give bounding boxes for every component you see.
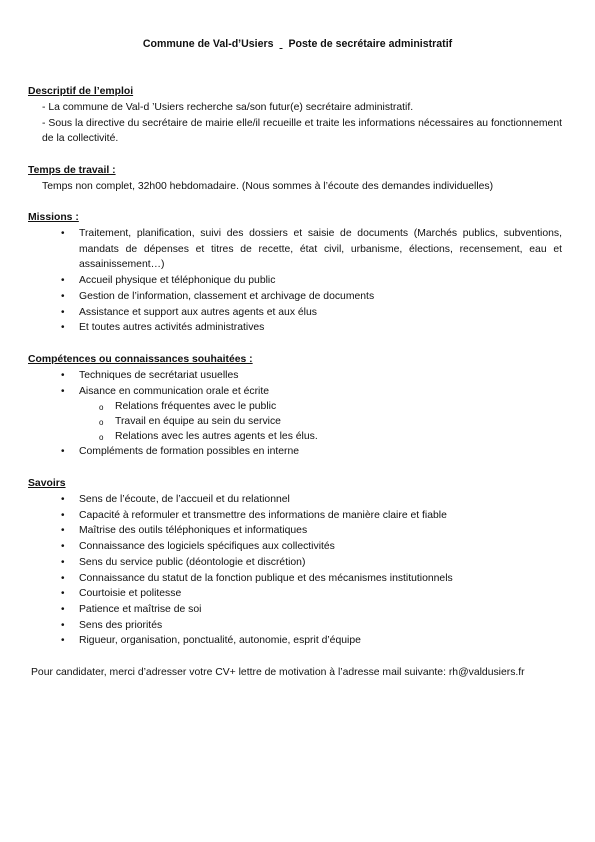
sub-list-item: o Relations fréquentes avec le public [28, 399, 562, 414]
competences-list [28, 368, 562, 399]
list-item: • Aisance en communication orale et écrite [28, 384, 562, 400]
competences-sublist [28, 399, 562, 444]
section-descriptif [28, 84, 562, 147]
missions-list [28, 226, 562, 336]
application-instructions: Pour candidater, merci d’adresser votre CV+ lettre de motivation à l’adresse mail suivante: rh@valdusiers.fr [31, 667, 525, 678]
sub-list-item: o Travail en équipe au sein du service [28, 414, 562, 429]
list-item: • Accueil physique et téléphonique du public [28, 273, 562, 289]
list-item: • Techniques de secrétariat usuelles [28, 368, 562, 384]
section-temps [28, 163, 562, 195]
sub-list-item: o Relations avec les autres agents et les élus. [28, 429, 562, 444]
heading-savoirs: Savoirs [28, 478, 66, 489]
section-missions [28, 210, 562, 336]
document-title [0, 38, 595, 50]
list-item: • Rigueur, organisation, ponctualité, autonomie, esprit d’équipe [28, 633, 562, 649]
list-item: • Maîtrise des outils téléphoniques et informatiques [28, 523, 562, 539]
list-item: • Connaissance du statut de la fonction publique et des mécanismes institutionnels [28, 571, 562, 587]
section-competences [28, 352, 562, 460]
list-item: • Connaissance des logiciels spécifiques aux collectivités [28, 539, 562, 555]
descriptif-item: - Sous la directive du secrétaire de mairie elle/il recueille et traite les informations nécessaires au fonctionnement de la collectivité. [42, 117, 562, 144]
list-item: • Sens des priorités [28, 618, 562, 634]
list-item: • Compléments de formation possibles en interne [28, 444, 562, 460]
list-item: • Sens du service public (déontologie et discrétion) [28, 555, 562, 571]
list-item: • Et toutes autres activités administratives [28, 320, 562, 336]
heading-temps: Temps de travail : [28, 165, 116, 176]
list-item: • Courtoisie et politesse [28, 586, 562, 602]
temps-text: Temps non complet, 32h00 hebdomadaire. (Nous sommes à l’écoute des demandes individuelles) [42, 181, 494, 192]
heading-descriptif: Descriptif de l’emploi [28, 86, 134, 97]
heading-missions: Missions : [28, 212, 79, 223]
list-item: • Sens de l’écoute, de l’accueil et du relationnel [28, 492, 562, 508]
title-poste: Poste de secrétaire administratif [288, 38, 453, 50]
list-item: • Patience et maîtrise de soi [28, 602, 562, 618]
list-item: • Traitement, planification, suivi des dossiers et saisie de documents (Marchés publics, subventions, mandats de dépenses et titres de recette, état civil, urbanisme, élections, recensement, eau et assainissement…) [28, 226, 562, 273]
heading-competences: Compétences ou connaissances souhaitées : [28, 354, 253, 365]
section-savoirs [28, 476, 562, 649]
descriptif-item: - La commune de Val-d ’Usiers recherche sa/son futur(e) secrétaire administratif. [42, 102, 414, 113]
competences-list-continued [28, 444, 562, 460]
list-item: • Assistance et support aux autres agents et aux élus [28, 305, 562, 321]
list-item: • Capacité à reformuler et transmettre des informations de manière claire et fiable [28, 508, 562, 524]
title-commune: Commune de Val-d’Usiers [142, 38, 274, 50]
savoirs-list [28, 492, 562, 649]
list-item: • Gestion de l’information, classement et archivage de documents [28, 289, 562, 305]
